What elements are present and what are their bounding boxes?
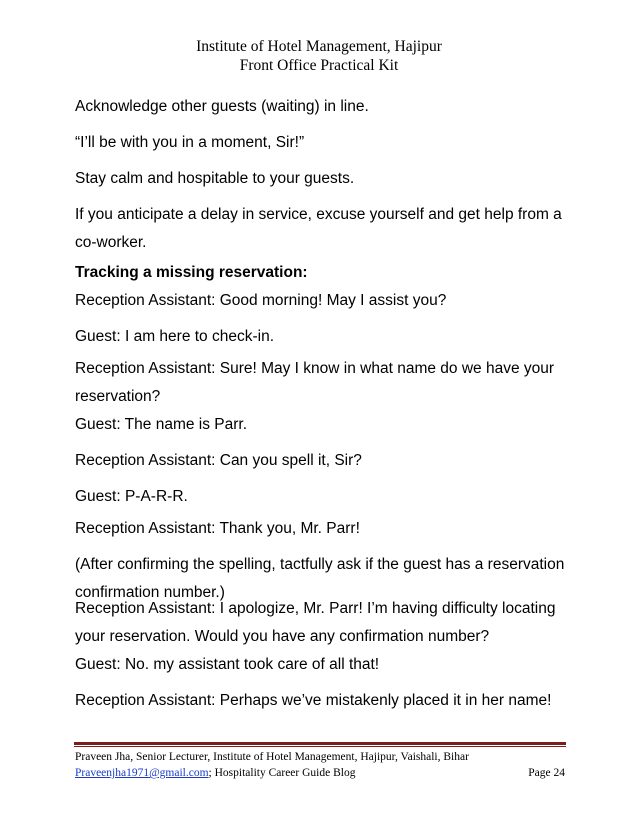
footer-divider-thin bbox=[74, 746, 566, 747]
dialogue-line: Reception Assistant: Thank you, Mr. Parr! bbox=[75, 520, 360, 537]
dialogue-line: Guest: No. my assistant took care of all that! bbox=[75, 656, 380, 673]
footer-divider bbox=[74, 742, 566, 745]
dialogue-line: Reception Assistant: Good morning! May I assist you? bbox=[75, 292, 447, 309]
paragraph: Acknowledge other guests (waiting) in line. bbox=[75, 98, 369, 115]
page-number: Page 24 bbox=[528, 767, 565, 779]
page-header bbox=[0, 37, 638, 75]
dialogue-line: Guest: P-A-R-R. bbox=[75, 488, 188, 505]
dialogue-line: Reception Assistant: I apologize, Mr. Parr! I’m having difficulty locating your reservation. Would you have any confirmation number? bbox=[75, 600, 556, 645]
footer-blog: ; Hospitality Career Guide Blog bbox=[208, 767, 356, 779]
dialogue-line: Guest: The name is Parr. bbox=[75, 416, 248, 433]
dialogue-line: Guest: I am here to check-in. bbox=[75, 328, 275, 345]
email-link[interactable]: Praveenjha1971@gmail.com bbox=[75, 767, 209, 779]
section-heading: Tracking a missing reservation: bbox=[75, 264, 308, 281]
paragraph: “I’ll be with you in a moment, Sir!” bbox=[75, 134, 305, 151]
footer-author: Praveen Jha, Senior Lecturer, Institute of Hotel Management, Hajipur, Vaishali, Bihar bbox=[75, 751, 469, 763]
stage-direction: (After confirming the spelling, tactfully ask if the guest has a reservation confirmation number.) bbox=[75, 556, 565, 601]
paragraph: If you anticipate a delay in service, excuse yourself and get help from a co-worker. bbox=[75, 206, 562, 251]
header-kit-title: Front Office Practical Kit bbox=[239, 57, 399, 74]
dialogue-line: Reception Assistant: Perhaps we’ve mistakenly placed it in her name! bbox=[75, 692, 552, 709]
footer-contact-line bbox=[75, 765, 565, 781]
dialogue-line: Reception Assistant: Sure! May I know in what name do we have your reservation? bbox=[75, 360, 555, 405]
header-institute: Institute of Hotel Management, Hajipur bbox=[196, 38, 442, 55]
page-footer bbox=[75, 749, 565, 781]
paragraph: Stay calm and hospitable to your guests. bbox=[75, 170, 355, 187]
dialogue-line: Reception Assistant: Can you spell it, Sir? bbox=[75, 452, 362, 469]
